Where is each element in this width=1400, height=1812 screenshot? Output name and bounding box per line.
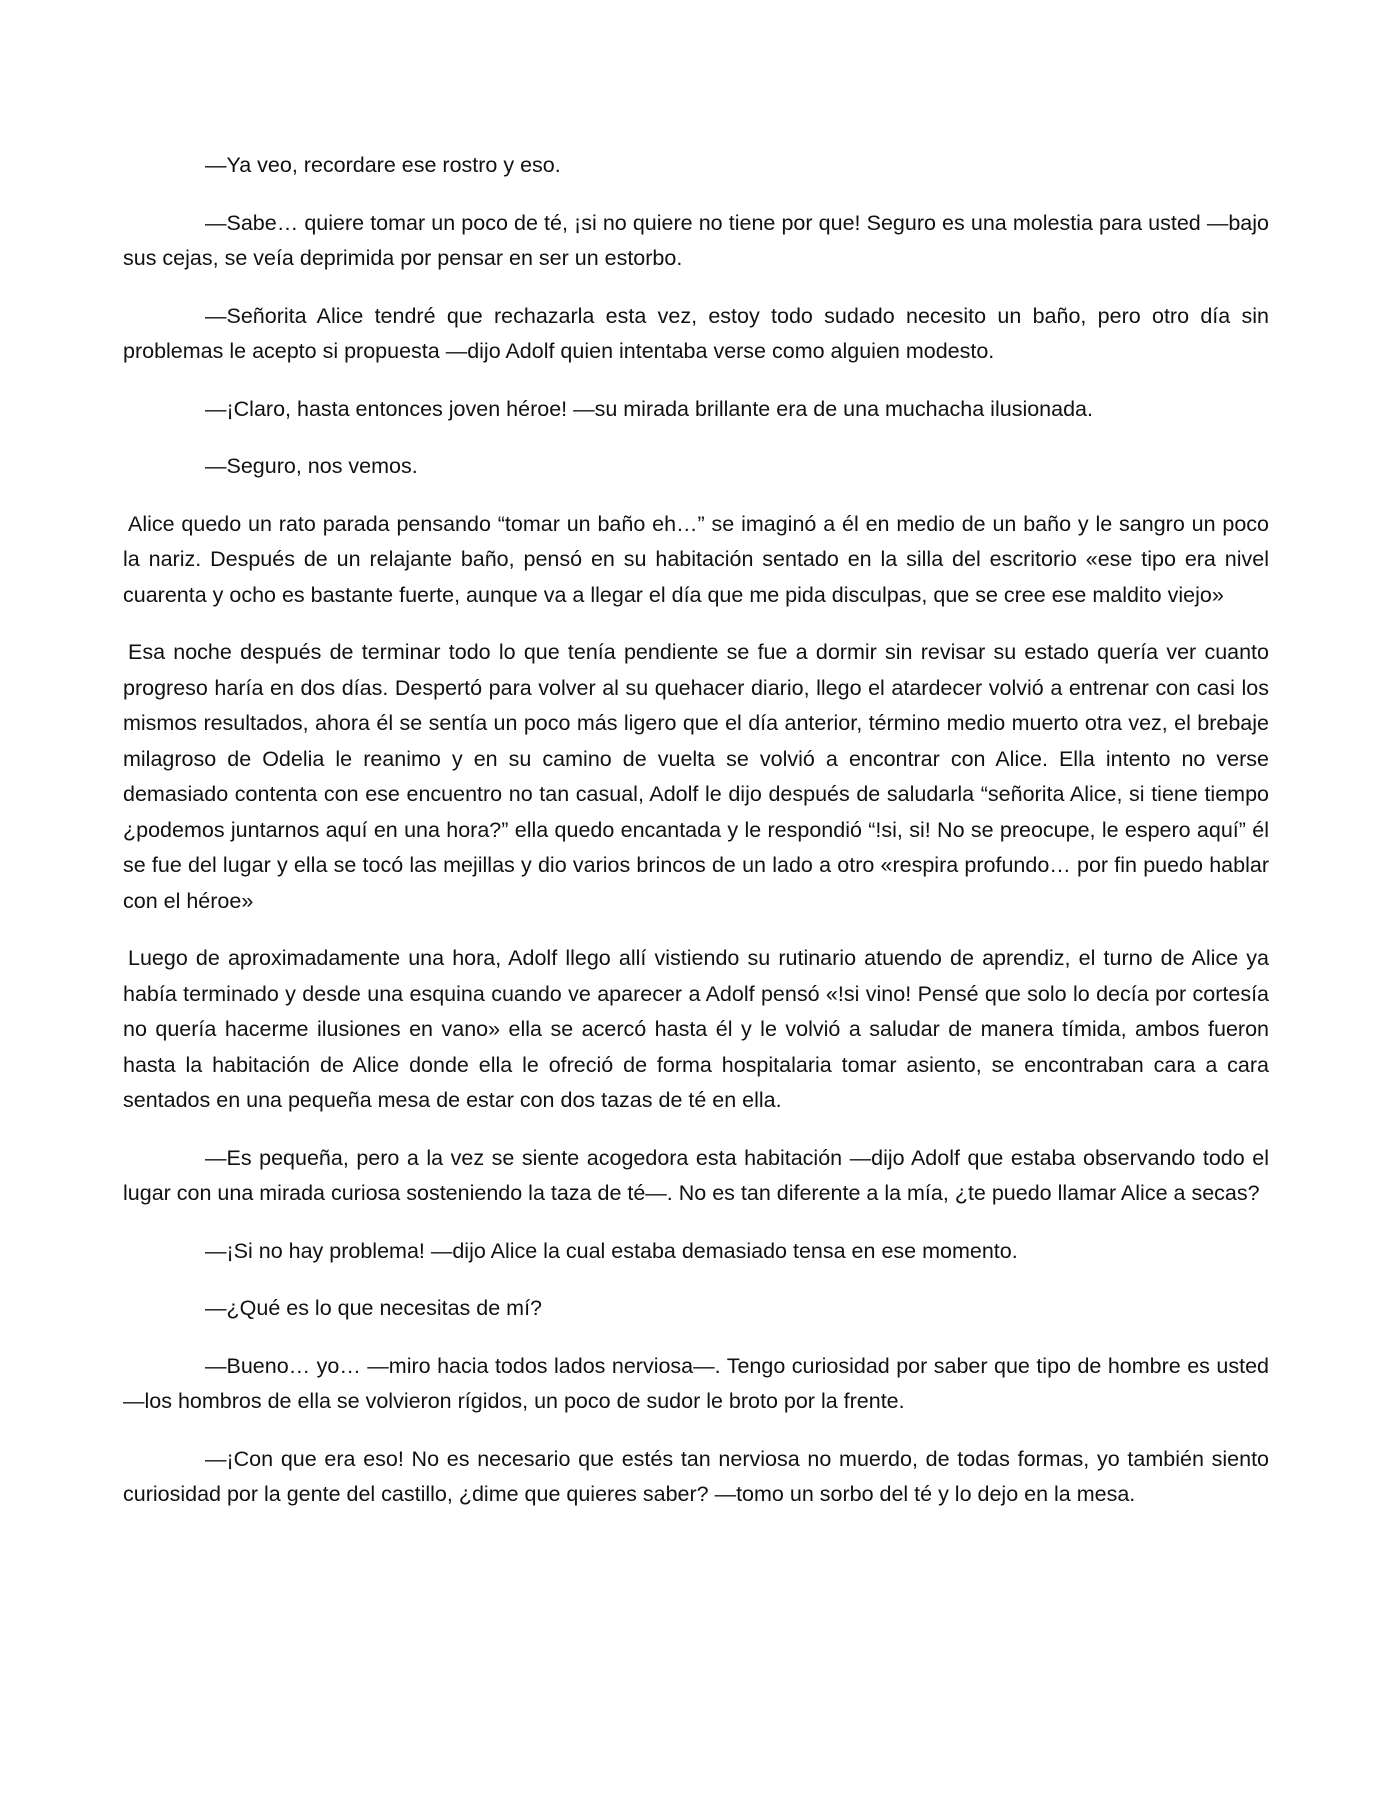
- paragraph-11: —¿Qué es lo que necesitas de mí?: [205, 1296, 543, 1320]
- paragraph-2: —Sabe… quiere tomar un poco de té, ¡si no quiere no tiene por que! Seguro es una molestia para usted —bajo sus cejas, se veía deprimida por pensar en ser un estorbo.: [123, 210, 1269, 270]
- paragraph-9: —Es pequeña, pero a la vez se siente acogedora esta habitación —dijo Adolf que estaba observando todo el lugar con una mirada curiosa sosteniendo la taza de té—. No es tan diferente a la mía, ¿te puedo llamar Alice a secas?: [123, 1145, 1269, 1205]
- paragraph-10: —¡Si no hay problema! —dijo Alice la cual estaba demasiado tensa en ese momento.: [205, 1238, 1018, 1263]
- paragraph-1: —Ya veo, recordare ese rostro y eso.: [205, 153, 561, 177]
- paragraph-3: —Señorita Alice tendré que rechazarla esta vez, estoy todo sudado necesito un baño, pero otro día sin problemas le acepto si propuesta —dijo Adolf quien intentaba verse como alguien modesto.: [123, 303, 1269, 363]
- paragraph-8: Luego de aproximadamente una hora, Adolf llego allí vistiendo su rutinario atuendo de aprendiz, el turno de Alice ya había terminado y desde una esquina cuando ve aparecer a Adolf pensó «!si vino! Pensé que solo lo decía por cortesía no quería hacerme ilusiones en vano» ella se acercó hasta él y le volvió a saludar de manera tímida, ambos fueron hasta la habitación de Alice donde ella le ofreció de forma hospitalaria tomar asiento, se encontraban cara a cara sentados en una pequeña mesa de estar con dos tazas de té en ella.: [123, 946, 1269, 1112]
- paragraph-5: —Seguro, nos vemos.: [205, 454, 418, 478]
- paragraph-13: —¡Con que era eso! No es necesario que estés tan nerviosa no muerdo, de todas formas, yo también siento curiosidad por la gente del castillo, ¿dime que quieres saber? —tomo un sorbo del té y lo dejo en la mesa.: [123, 1446, 1269, 1506]
- paragraph-12: —Bueno… yo… —miro hacia todos lados nerviosa—. Tengo curiosidad por saber que tipo de hombre es usted —los hombros de ella se volvieron rígidos, un poco de sudor le broto por la frente.: [123, 1353, 1269, 1413]
- document-page: [123, 148, 1269, 1535]
- paragraph-7: Esa noche después de terminar todo lo que tenía pendiente se fue a dormir sin revisar su estado quería ver cuanto progreso haría en dos días. Despertó para volver al su quehacer diario, llego el atardecer volvió a entrenar con casi los mismos resultados, ahora él se sentía un poco más ligero que el día anterior, término medio muerto otra vez, el brebaje milagroso de Odelia le reanimo y en su camino de vuelta se volvió a encontrar con Alice. Ella intento no verse demasiado contenta con ese encuentro no tan casual, Adolf le dijo después de saludarla “señorita Alice, si tiene tiempo ¿podemos juntarnos aquí en una hora?” ella quedo encantada y le respondió “!si, si! No se preocupe, le espero aquí” él se fue del lugar y ella se tocó las mejillas y dio varios brincos de un lado a otro «respira profundo… por fin puedo hablar con el héroe»: [123, 640, 1269, 913]
- paragraph-6: Alice quedo un rato parada pensando “tomar un baño eh…” se imaginó a él en medio de un baño y le sangro un poco la nariz. Después de un relajante baño, pensó en su habitación sentado en la silla del escritorio «ese tipo era nivel cuarenta y ocho es bastante fuerte, aunque va a llegar el día que me pida disculpas, que se cree ese maldito viejo»: [123, 511, 1269, 607]
- paragraph-4: —¡Claro, hasta entonces joven héroe! —su mirada brillante era de una muchacha ilusionada.: [205, 396, 1093, 421]
